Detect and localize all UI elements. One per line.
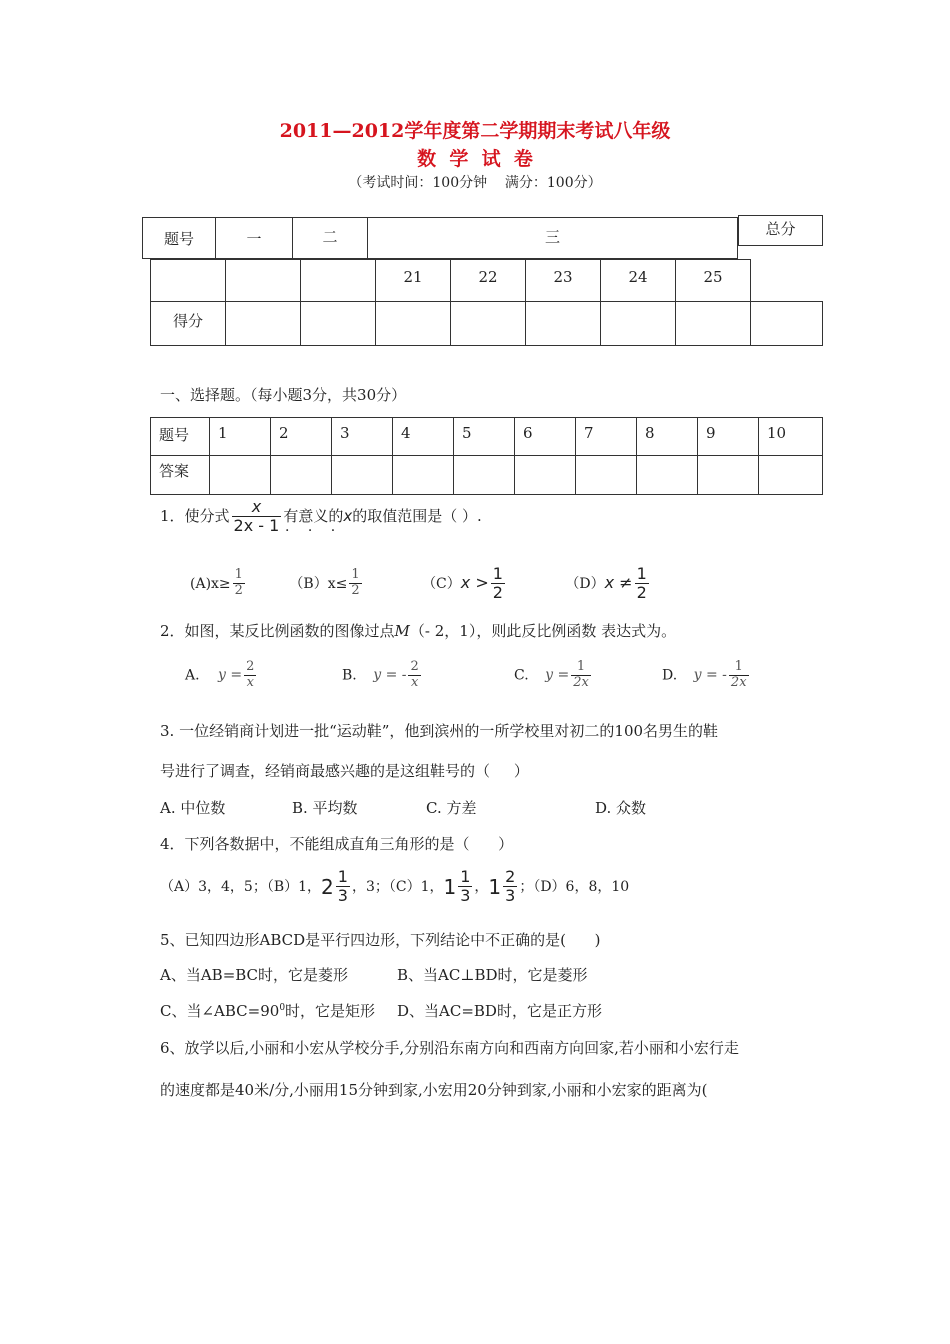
- answer-number: 9: [698, 418, 759, 456]
- answer-cell[interactable]: [271, 456, 332, 495]
- score-cell: [301, 260, 376, 302]
- score-col-3: 三: [368, 218, 738, 259]
- question-3-line1: 3. 一位经销商计划进一批“运动鞋”，他到滨州的一所学校里对初二的100名男生的鞋: [160, 722, 719, 740]
- answer-table: [150, 417, 823, 495]
- q1-option-b: （B）x≤ $\frac{1}{2}$: [289, 567, 360, 599]
- answer-number: 10: [759, 418, 823, 456]
- q2-option-b: B. y = - $\frac{2}{x}$: [342, 659, 419, 690]
- answer-cell[interactable]: [576, 456, 637, 495]
- score-col-tihao: 题号: [143, 218, 216, 259]
- score-cell: [451, 302, 526, 346]
- answer-number: 8: [637, 418, 698, 456]
- score-col-1: 一: [216, 218, 293, 259]
- answer-cell[interactable]: [332, 456, 393, 495]
- q5-option-c: C、当$\angle ABC=90^0$时，它是矩形: [160, 1002, 376, 1020]
- score-sub-col: 22: [451, 260, 526, 302]
- answer-cell[interactable]: [454, 456, 515, 495]
- score-sub-col: 23: [526, 260, 601, 302]
- q2-option-c: C. y = $\frac{1}{2x}$: [514, 659, 589, 690]
- answer-number: 2: [271, 418, 332, 456]
- answer-number: 7: [576, 418, 637, 456]
- question-6-line2: 的速度都是40米/分,小丽用15分钟到家,小宏用20分钟到家,小丽和小宏家的距离为(: [160, 1081, 708, 1099]
- q5-option-b: B、当AC⊥BD时，它是菱形: [397, 966, 588, 984]
- q3-option-b: B. 平均数: [292, 799, 358, 817]
- q1-option-d: （D）x ≠ $\frac{1}{2}$: [565, 564, 647, 603]
- score-cell: [301, 302, 376, 346]
- score-sub-col: 25: [676, 260, 751, 302]
- score-table-body: [150, 259, 823, 346]
- q1-options: [190, 565, 651, 603]
- answer-number: 4: [393, 418, 454, 456]
- answer-cell[interactable]: [759, 456, 823, 495]
- score-cell: [751, 302, 823, 346]
- question-5: 5、已知四边形ABCD是平行四边形，下列结论中不正确的是( ): [160, 931, 601, 949]
- section1-heading: 一、选择题。（每小题3分，共30分）: [160, 386, 407, 404]
- answer-cell[interactable]: [210, 456, 271, 495]
- q5-option-d: D、当AC=BD时，它是正方形: [397, 1002, 602, 1020]
- exam-subtitle: （考试时间：100分钟 满分：100分）: [348, 175, 602, 191]
- exam-title-line1: 2011—2012学年度第二学期期末考试八年级: [279, 120, 671, 142]
- score-cell-empty: [751, 260, 823, 302]
- q1-option-c: （C）x > $\frac{1}{2}$: [422, 564, 503, 603]
- answer-row2-label: 答案: [151, 456, 210, 495]
- score-col-total-box: [738, 215, 823, 246]
- score-cell: [601, 302, 676, 346]
- score-table-header: [142, 217, 738, 259]
- answer-cell[interactable]: [515, 456, 576, 495]
- question-1: 1．使分式 $\frac{x}{2x - 1}$ 有意义的x的取值范围是（ ）.: [160, 497, 482, 536]
- q5-option-a: A、当AB=BC时，它是菱形: [160, 966, 349, 984]
- question-2: 2．如图，某反比例函数的图像过点M（- 2，1），则此反比例函数 表达式为。: [160, 622, 677, 640]
- score-cell: [376, 302, 451, 346]
- q1-fraction: $\frac{x}{2x - 1}$: [233, 497, 280, 536]
- answer-number: 3: [332, 418, 393, 456]
- score-col-2: 二: [293, 218, 368, 259]
- answer-number: 6: [515, 418, 576, 456]
- score-cell: [526, 302, 601, 346]
- answer-cell[interactable]: [698, 456, 759, 495]
- score-cell: [676, 302, 751, 346]
- q2-option-d: D. y = - $\frac{1}{2x}$: [662, 659, 747, 690]
- answer-cell[interactable]: [393, 456, 454, 495]
- score-cell: [226, 302, 301, 346]
- emphasis-dots: · · ·: [285, 523, 343, 539]
- q2-option-a: A. y = $\frac{2}{x}$: [185, 659, 255, 690]
- score-col-total: 总分: [739, 216, 823, 246]
- question-4: 4．下列各数据中，不能组成直角三角形的是（ ）: [160, 835, 514, 853]
- score-row-defen: 得分: [151, 302, 226, 346]
- q3-option-a: A. 中位数: [160, 799, 226, 817]
- q3-option-d: D. 众数: [595, 799, 647, 817]
- score-sub-col: 24: [601, 260, 676, 302]
- exam-title-line2: 数 学 试 卷: [417, 148, 533, 170]
- answer-cell[interactable]: [637, 456, 698, 495]
- question-6-line1: 6、放学以后,小丽和小宏从学校分手,分别沿东南方向和西南方向回家,若小丽和小宏行走: [160, 1039, 739, 1057]
- q1-option-a: (A)x≥ $\frac{1}{2}$: [190, 567, 243, 599]
- score-cell: [151, 260, 226, 302]
- question-3-line2: 号进行了调查，经销商最感兴趣的是这组鞋号的（ ）: [160, 762, 529, 780]
- answer-row1-label: 题号: [151, 418, 210, 456]
- score-sub-col: 21: [376, 260, 451, 302]
- q4-options: （A）3，4，5；（B）1，2 $\frac{1}{3}$ ，3；（C）1，1 $\frac{1}{3}$ ，1 $\frac{2}{3}$ ；（D）6，8，10: [160, 867, 630, 906]
- answer-number: 5: [454, 418, 515, 456]
- answer-number: 1: [210, 418, 271, 456]
- q3-option-c: C. 方差: [426, 799, 477, 817]
- score-cell: [226, 260, 301, 302]
